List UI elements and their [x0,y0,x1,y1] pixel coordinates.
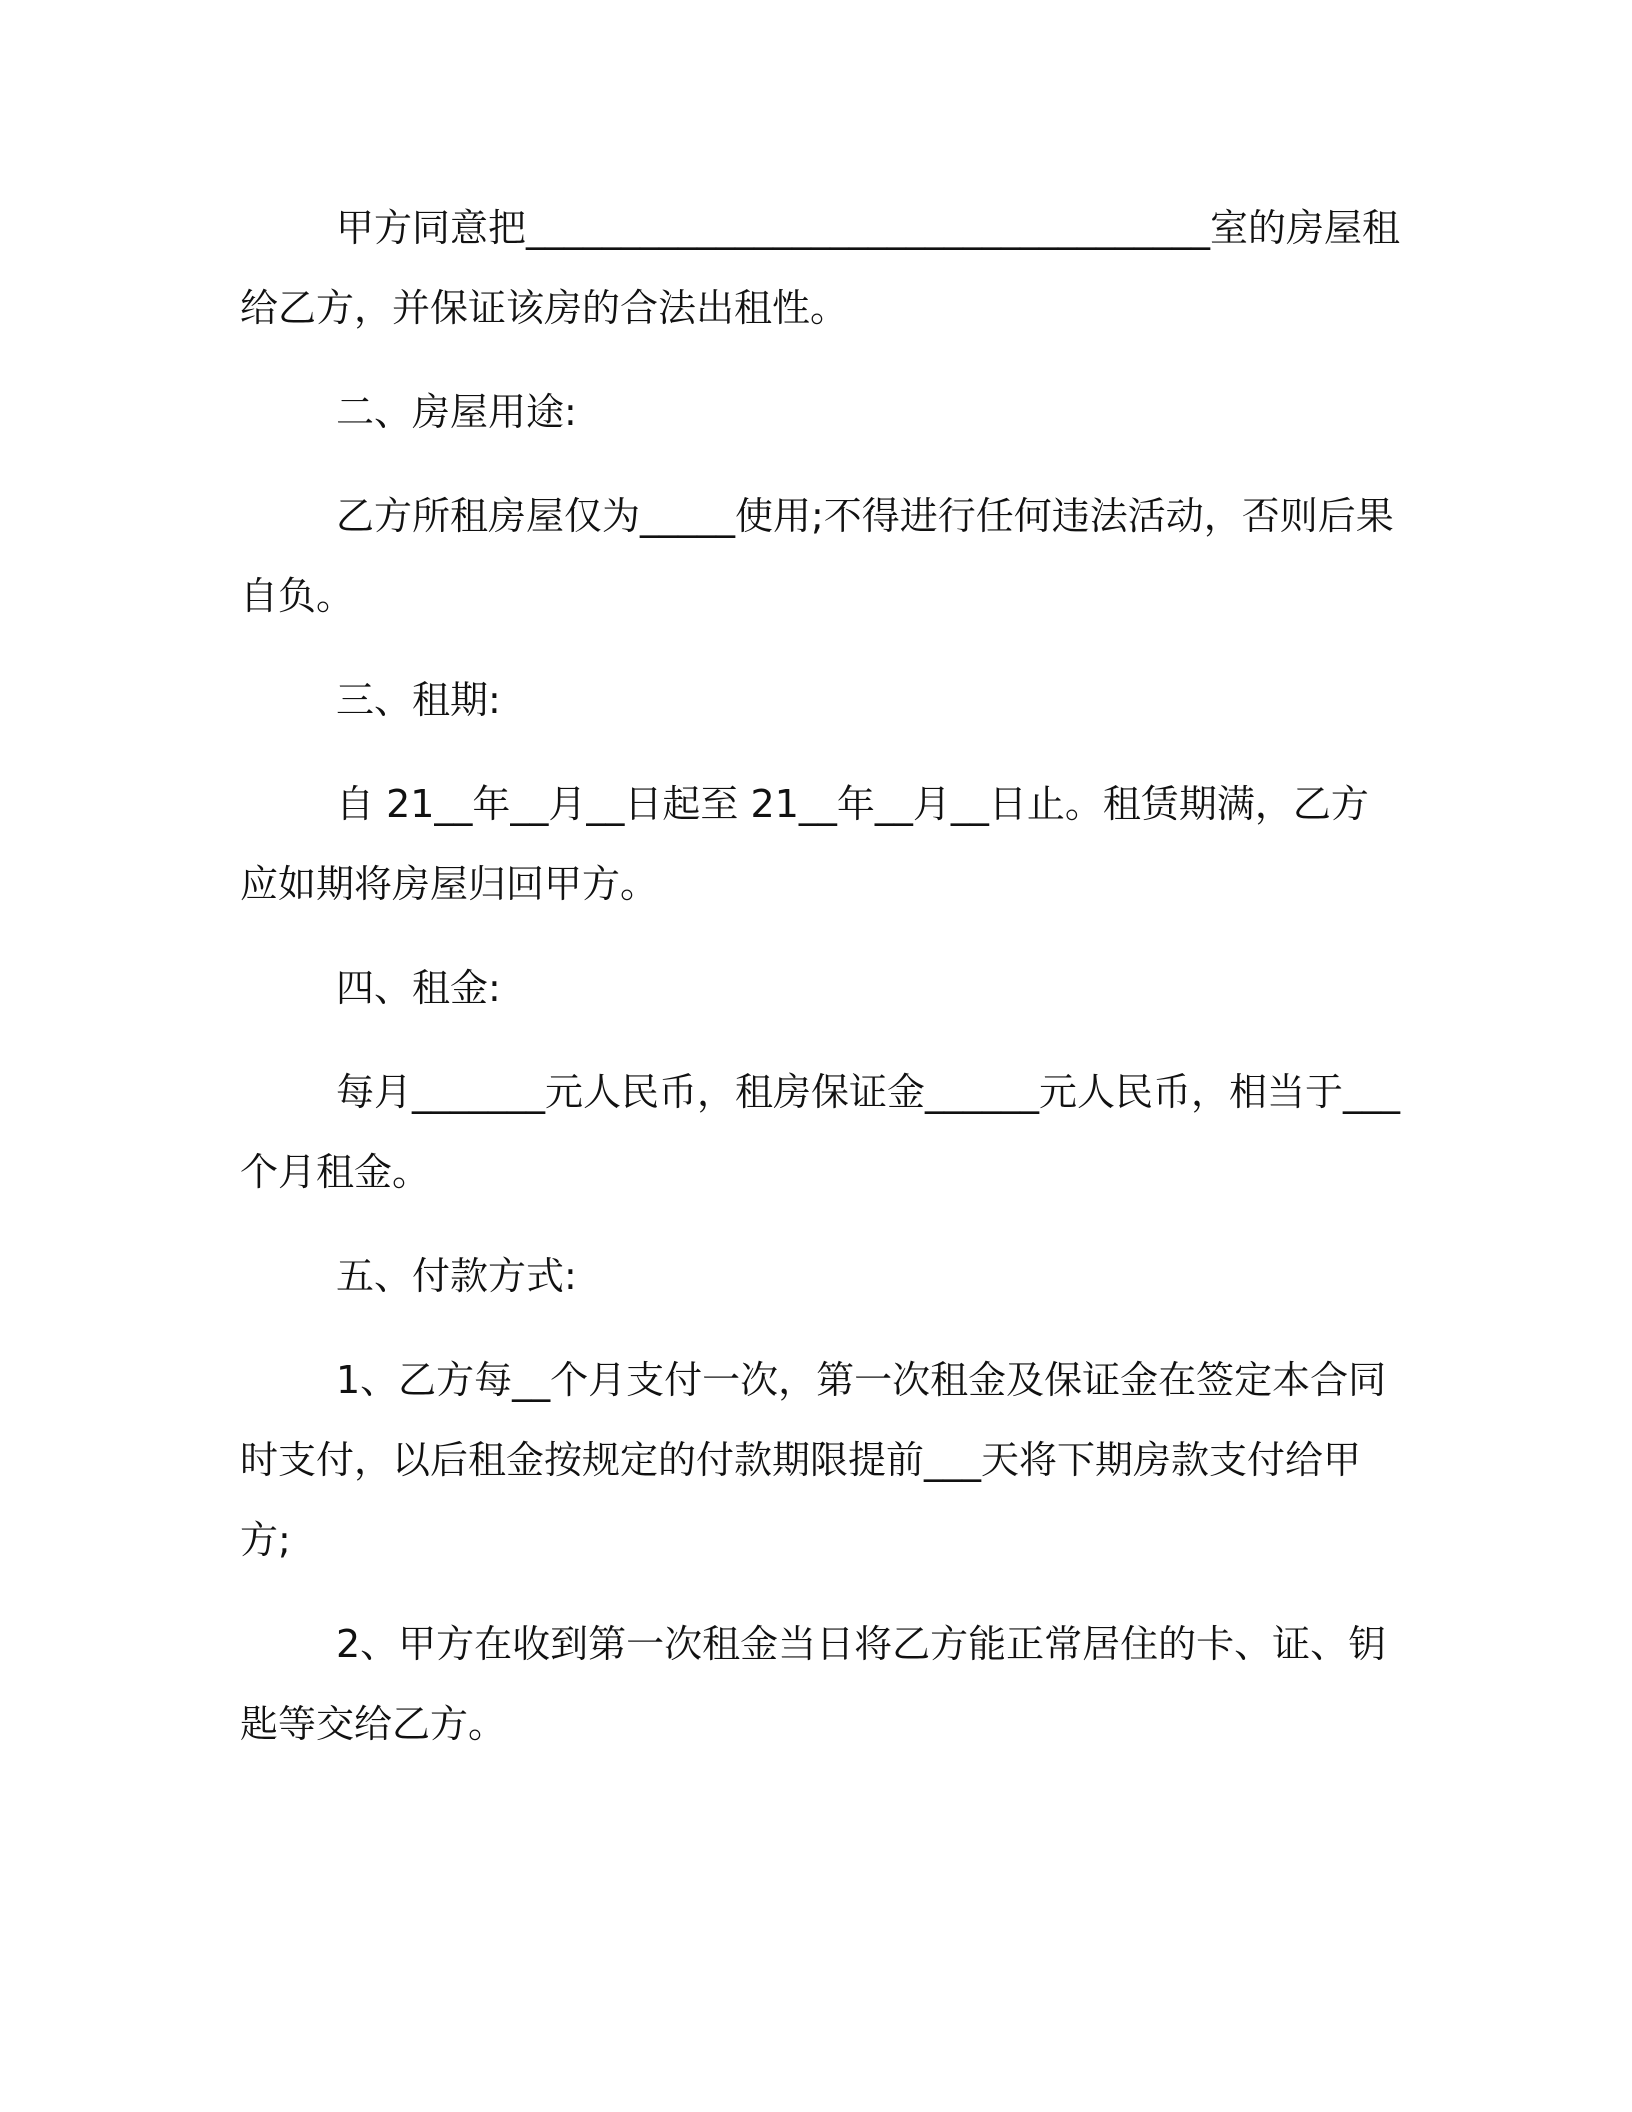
section-heading-term: 三、租期: [336,678,501,722]
paragraph-payment-1: 1、乙方每__个月支付一次，第一次租金及保证金在签定本合同时支付，以后租金按规定的付款期限提前___天将下期房款支付给甲方; [240,1358,1387,1562]
section-heading-payment: 五、付款方式: [336,1254,577,1298]
paragraph-rent: 每月_______元人民币，租房保证金______元人民币，相当于___个月租金。 [240,1070,1401,1194]
section-heading-rent: 四、租金: [336,966,501,1010]
paragraph-lease-premises: 甲方同意把____________________________________室的房屋租给乙方，并保证该房的合法出租性。 [240,206,1401,330]
paragraph-term: 自 21__年__月__日起至 21__年__月__日止。租赁期满，乙方应如期将房屋归回甲方。 [240,782,1369,906]
paragraph-usage: 乙方所租房屋仅为_____使用;不得进行任何违法活动，否则后果自负。 [240,494,1394,618]
paragraph-payment-2: 2、甲方在收到第一次租金当日将乙方能正常居住的卡、证、钥匙等交给乙方。 [240,1622,1387,1746]
section-heading-usage: 二、房屋用途: [336,390,577,434]
document-body [240,188,1400,1788]
